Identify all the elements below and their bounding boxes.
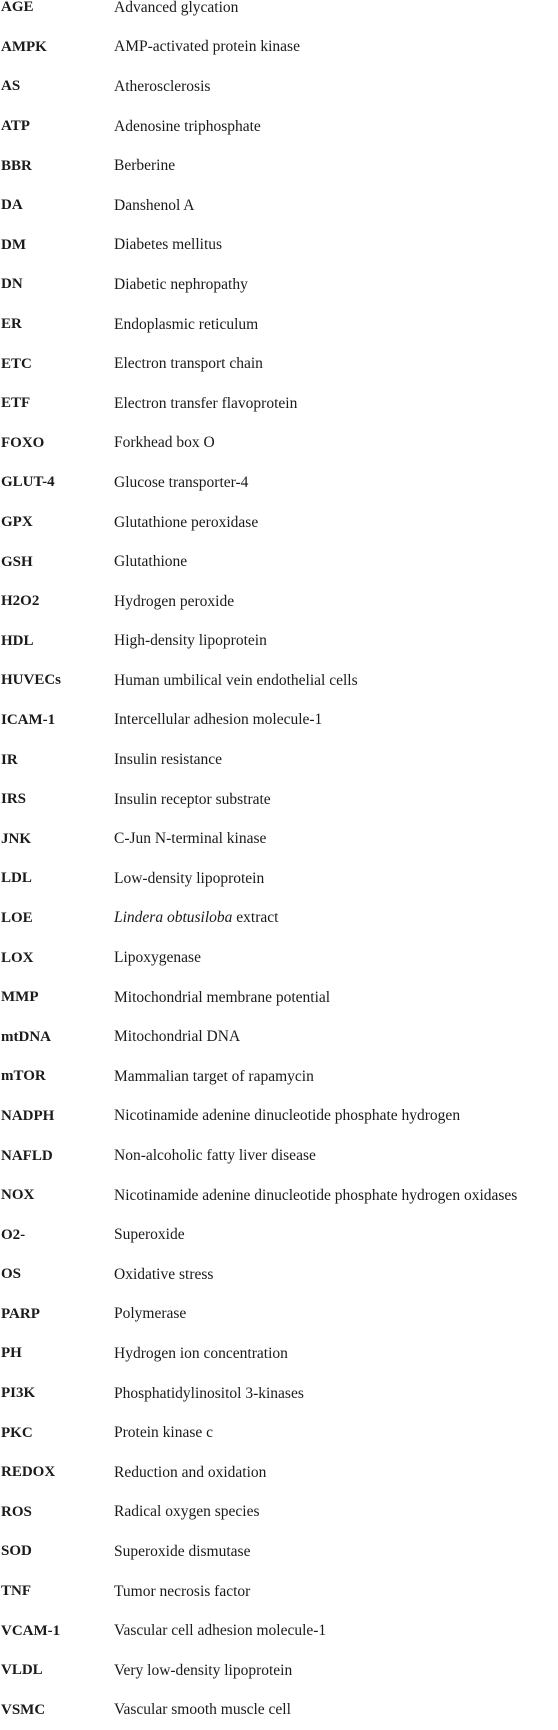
abbreviation-term: mTOR [1,1068,46,1085]
abbreviation-row [0,661,558,701]
abbreviation-row [0,503,558,543]
abbreviation-definition: Glucose transporter-4 [114,473,249,491]
abbreviation-term: DN [1,276,23,293]
abbreviation-term: TNF [1,1583,31,1600]
abbreviation-term: DM [1,236,26,253]
abbreviation-row [0,226,558,266]
abbreviation-row [0,424,558,464]
abbreviation-definition: Intercellular adhesion molecule-1 [114,711,323,729]
abbreviation-row [0,265,558,305]
abbreviation-definition: Phosphatidylinositol 3-kinases [114,1384,304,1402]
abbreviation-definition: Mammalian target of rapamycin [114,1067,314,1085]
abbreviation-term: GSH [1,553,33,570]
abbreviation-definition: Diabetic nephropathy [114,275,248,293]
abbreviation-definition: Human umbilical vein endothelial cells [114,671,358,689]
abbreviation-definition: Mitochondrial membrane potential [114,988,331,1006]
abbreviation-definition: Vascular cell adhesion molecule-1 [114,1622,327,1640]
abbreviation-term: VCAM-1 [1,1622,61,1639]
abbreviation-row [0,384,558,424]
abbreviation-row [0,1255,558,1295]
abbreviation-row [0,1413,558,1453]
abbreviation-term: ICAM-1 [1,711,56,728]
abbreviation-definition: Nicotinamide adenine dinucleotide phosphate hydrogen oxidases [114,1186,518,1204]
abbreviation-definition: Polymerase [114,1305,187,1323]
abbreviation-term: IRS [1,791,27,808]
abbreviation-definition: Very low-density lipoprotein [114,1661,293,1679]
abbreviation-term: VLDL [1,1662,43,1679]
abbreviation-definition: Reduction and oxidation [114,1463,267,1481]
abbreviation-row [0,1017,558,1057]
abbreviation-row [0,978,558,1018]
abbreviation-definition: Oxidative stress [114,1265,214,1283]
abbreviation-term: AS [1,78,21,95]
abbreviation-row [0,740,558,780]
abbreviation-term: LOE [1,909,33,926]
abbreviation-term: DA [1,197,23,214]
abbreviation-definition: Adenosine triphosphate [114,117,261,135]
abbreviation-definition: Glutathione [114,553,188,571]
abbreviation-row [0,1611,558,1651]
abbreviation-row [0,1295,558,1335]
abbreviation-term: ATP [1,118,30,135]
abbreviation-term: NAFLD [1,1147,53,1164]
abbreviation-definition: Electron transfer flavoprotein [114,394,298,412]
abbreviation-definition: Advanced glycation [114,0,239,16]
abbreviation-row [0,780,558,820]
abbreviation-row [0,582,558,622]
abbreviation-row [0,1136,558,1176]
abbreviation-term: PH [1,1345,22,1362]
abbreviation-definition: High-density lipoprotein [114,632,267,650]
definition-rest-part: extract [232,909,279,927]
abbreviation-term: AMPK [1,38,47,55]
abbreviation-row [0,1374,558,1414]
abbreviation-term: HUVECs [1,672,62,689]
abbreviation-row [0,938,558,978]
abbreviation-definition: Diabetes mellitus [114,236,223,254]
abbreviation-row [0,1453,558,1493]
abbreviation-row [0,859,558,899]
abbreviation-term: ETF [1,395,31,412]
abbreviation-definition: Non-alcoholic fatty liver disease [114,1147,316,1165]
abbreviation-row [0,344,558,384]
abbreviation-term: NADPH [1,1107,55,1124]
abbreviation-term: NOX [1,1187,35,1204]
abbreviation-row [0,107,558,147]
abbreviation-term: LDL [1,870,32,887]
abbreviation-row [0,1097,558,1137]
abbreviation-row [0,819,558,859]
abbreviation-row [0,1493,558,1533]
abbreviation-row [0,701,558,741]
abbreviation-row [0,305,558,345]
abbreviation-definition [114,909,278,927]
abbreviation-definition: Electron transport chain [114,355,263,373]
abbreviation-term: FOXO [1,434,45,451]
abbreviation-term: REDOX [1,1464,56,1481]
abbreviation-term: HDL [1,632,34,649]
abbreviation-definition: Superoxide [114,1226,185,1244]
abbreviation-definition: Radical oxygen species [114,1503,260,1521]
abbreviation-row [0,1057,558,1097]
abbreviation-definition: Insulin resistance [114,751,223,769]
abbreviation-term: ETC [1,355,32,372]
abbreviation-term: AGE [1,0,34,16]
abbreviation-definition: Low-density lipoprotein [114,869,265,887]
abbreviation-term: GPX [1,514,33,531]
abbreviation-definition: Forkhead box O [114,434,215,452]
abbreviation-row [0,622,558,662]
abbreviation-term: VSMC [1,1701,46,1718]
abbreviation-term: PI3K [1,1385,36,1402]
abbreviation-row [0,1334,558,1374]
abbreviation-row [0,1176,558,1216]
abbreviation-definition: Glutathione peroxidase [114,513,259,531]
abbreviation-term: O2- [1,1226,26,1243]
abbreviation-definition: Berberine [114,157,176,175]
abbreviation-row [0,542,558,582]
abbreviation-term: H2O2 [1,593,40,610]
abbreviation-term: IR [1,751,18,768]
abbreviation-definition: AMP-activated protein kinase [114,38,300,56]
abbreviation-term: BBR [1,157,32,174]
abbreviation-row [0,899,558,939]
abbreviation-definition: Hydrogen peroxide [114,592,235,610]
abbreviation-term: OS [1,1266,22,1283]
abbreviation-term: LOX [1,949,34,966]
abbreviation-row [0,1532,558,1572]
abbreviation-term: mtDNA [1,1028,51,1045]
abbreviation-definition: Danshenol A [114,196,195,214]
abbreviation-definition: Insulin receptor substrate [114,790,271,808]
abbreviation-row [0,0,558,28]
abbreviation-term: ER [1,316,22,333]
abbreviation-term: MMP [1,989,39,1006]
abbreviation-definition: Hydrogen ion concentration [114,1344,288,1362]
abbreviation-term: PKC [1,1424,33,1441]
abbreviation-row [0,1572,558,1612]
abbreviation-row [0,1215,558,1255]
definition-italic-part: Lindera obtusiloba [114,909,233,927]
abbreviation-definition: Endoplasmic reticulum [114,315,259,333]
abbreviation-definition: Lipoxygenase [114,949,201,967]
abbreviation-definition: Atherosclerosis [114,77,211,95]
abbreviation-definition: Superoxide dismutase [114,1542,251,1560]
abbreviation-row [0,67,558,107]
abbreviation-row [0,28,558,68]
abbreviation-definition: Tumor necrosis factor [114,1582,251,1600]
abbreviation-definition: Mitochondrial DNA [114,1028,241,1046]
abbreviation-term: JNK [1,830,31,847]
abbreviation-term: SOD [1,1543,32,1560]
abbreviation-term: GLUT-4 [1,474,55,491]
abbreviation-definition: Vascular smooth muscle cell [114,1701,291,1719]
abbreviation-term: ROS [1,1503,32,1520]
abbreviation-definition: C-Jun N-terminal kinase [114,830,267,848]
abbreviation-row [0,186,558,226]
abbreviation-definition: Protein kinase c [114,1424,214,1442]
abbreviation-row [0,146,558,186]
abbreviation-definition: Nicotinamide adenine dinucleotide phosphate hydrogen [114,1107,461,1125]
abbreviation-row [0,1651,558,1691]
abbreviation-term: PARP [1,1305,40,1322]
abbreviation-row [0,463,558,503]
abbreviation-row [0,1691,558,1730]
